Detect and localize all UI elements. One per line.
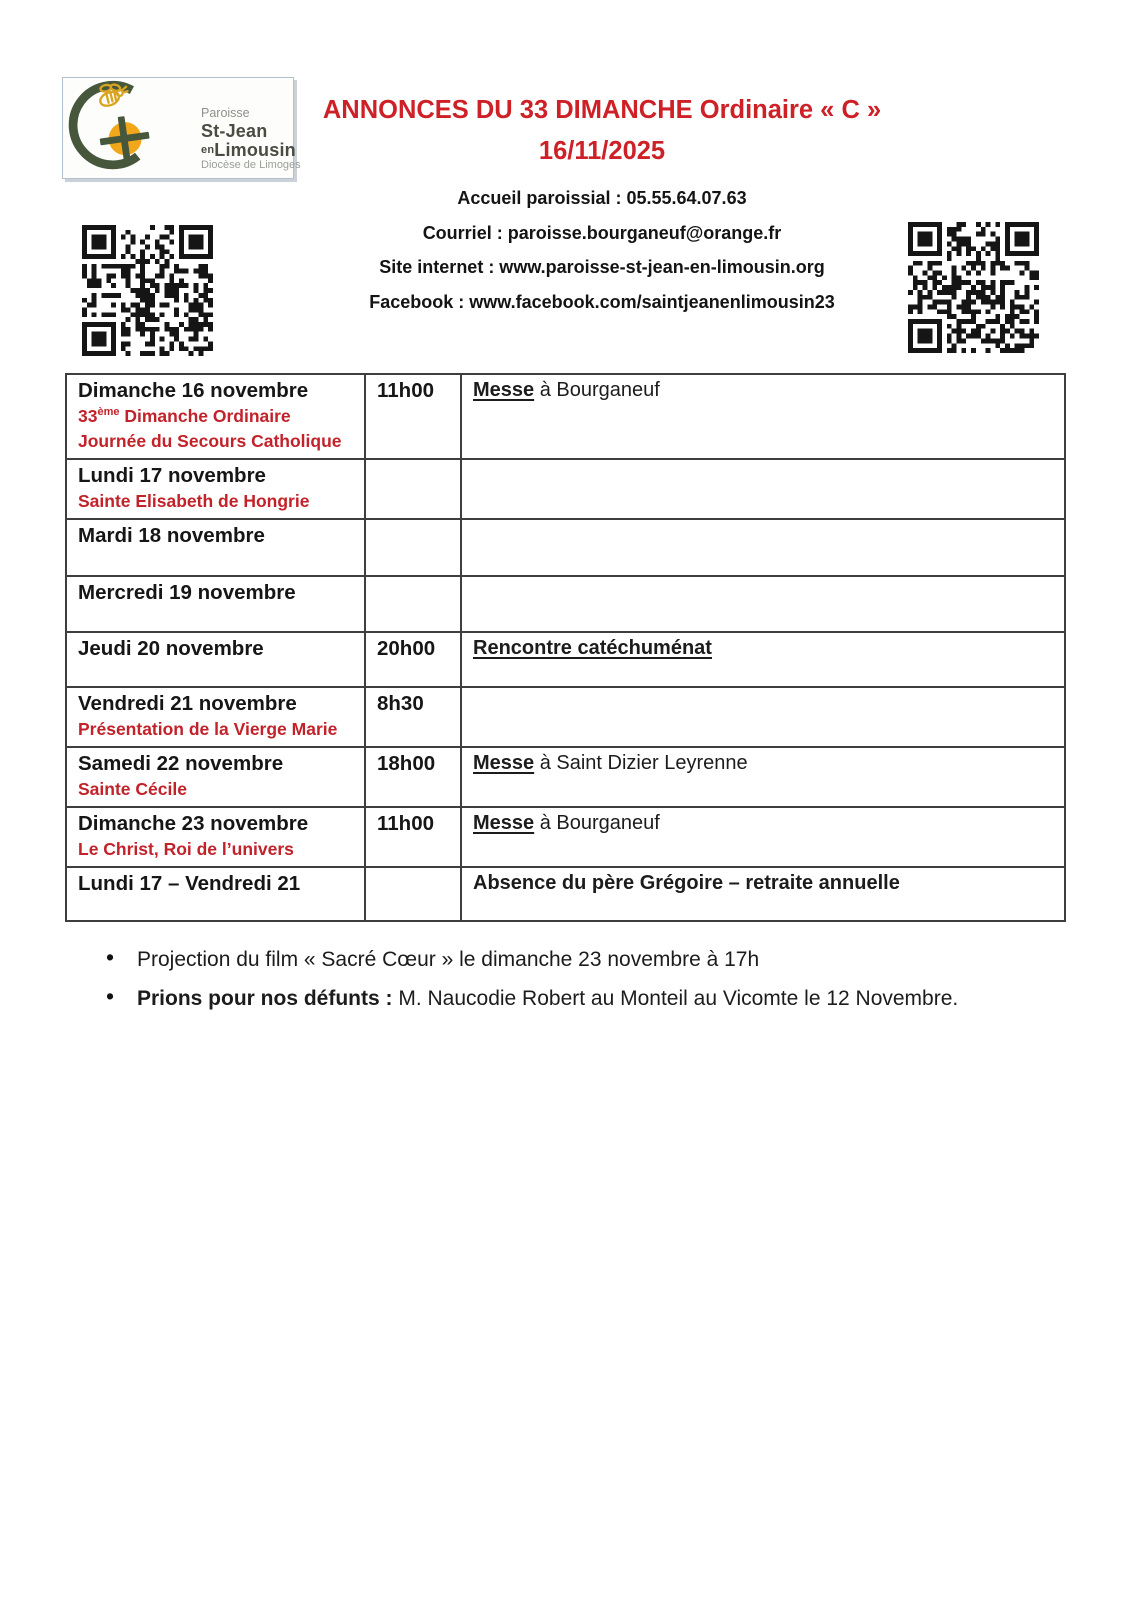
- event-cell: Messe à Bourganeuf: [461, 807, 1065, 867]
- time-cell: [365, 576, 461, 632]
- event-cell: Absence du père Grégoire – retraite annuelle: [461, 867, 1065, 921]
- time-cell: 20h00: [365, 632, 461, 687]
- event-cell: Messe à Bourganeuf: [461, 374, 1065, 459]
- qr-code-right: [908, 222, 1039, 353]
- time-cell: 18h00: [365, 747, 461, 807]
- logo-name-line2: Limousin: [214, 139, 296, 160]
- table-row: [66, 374, 1065, 459]
- table-row: [66, 459, 1065, 519]
- time-cell: [365, 867, 461, 921]
- time-cell: 11h00: [365, 374, 461, 459]
- logo-name-line1: St-Jean: [201, 120, 268, 141]
- qr-code-left: [82, 225, 213, 356]
- event-cell: [461, 459, 1065, 519]
- contact-site-internet: Site internet : www.paroisse-st-jean-en-limousin.org: [379, 257, 825, 278]
- time-cell: [365, 519, 461, 576]
- page-title: ANNONCES DU 33 DIMANCHE Ordinaire « C »: [322, 96, 882, 124]
- event-cell: [461, 519, 1065, 576]
- table-row: [66, 519, 1065, 576]
- table-row: [66, 807, 1065, 867]
- contact-accueil: Accueil paroissial : 05.55.64.07.63: [457, 188, 747, 209]
- date-cell: Dimanche 23 novembre Le Christ, Roi de l’univers: [66, 807, 365, 867]
- event-cell: [461, 687, 1065, 747]
- parish-logo-text: [201, 107, 301, 171]
- contact-courriel: Courriel : paroisse.bourganeuf@orange.fr: [422, 222, 782, 243]
- date-cell: Mardi 18 novembre: [66, 519, 365, 576]
- contact-block: [288, 181, 916, 319]
- parish-logo-icon: [64, 78, 161, 176]
- header: [288, 96, 916, 319]
- logo-en-label: en: [201, 143, 215, 156]
- date-cell: Lundi 17 – Vendredi 21: [66, 867, 365, 921]
- time-cell: 11h00: [365, 807, 461, 867]
- schedule-table: [65, 373, 1066, 922]
- table-row: [66, 632, 1065, 687]
- parish-logo: [62, 77, 301, 179]
- time-cell: 8h30: [365, 687, 461, 747]
- page-date: 16/11/2025: [538, 137, 666, 166]
- date-cell: Jeudi 20 novembre: [66, 632, 365, 687]
- date-cell: Lundi 17 novembre Sainte Elisabeth de Hongrie: [66, 459, 365, 519]
- date-cell: Mercredi 19 novembre: [66, 576, 365, 632]
- date-cell: Samedi 22 novembre Sainte Cécile: [66, 747, 365, 807]
- date-cell: Dimanche 16 novembre 33ème Dimanche Ordinaire Journée du Secours Catholique: [66, 374, 365, 459]
- list-item-defunts: • Prions pour nos défunts : M. Naucodie Robert au Monteil au Vicomte le 12 Novembre.: [102, 985, 1087, 1012]
- logo-paroisse-label: Paroisse: [201, 106, 250, 120]
- event-cell: [461, 576, 1065, 632]
- time-cell: [365, 459, 461, 519]
- event-cell: Messe à Saint Dizier Leyrenne: [461, 747, 1065, 807]
- table-row: [66, 867, 1065, 921]
- cross-icon: [97, 113, 152, 163]
- table-row: [66, 687, 1065, 747]
- table-row: [66, 747, 1065, 807]
- logo-diocese-label: Diocèse de Limoges: [201, 158, 301, 171]
- contact-facebook: Facebook : www.facebook.com/saintjeanenlimousin23: [369, 291, 835, 312]
- date-cell: Vendredi 21 novembre Présentation de la Vierge Marie: [66, 687, 365, 747]
- list-item-projection: • Projection du film « Sacré Cœur » le dimanche 23 novembre à 17h: [102, 946, 1087, 973]
- announcements-list: [102, 946, 1087, 1024]
- event-cell: Rencontre catéchuménat: [461, 632, 1065, 687]
- table-row: [66, 576, 1065, 632]
